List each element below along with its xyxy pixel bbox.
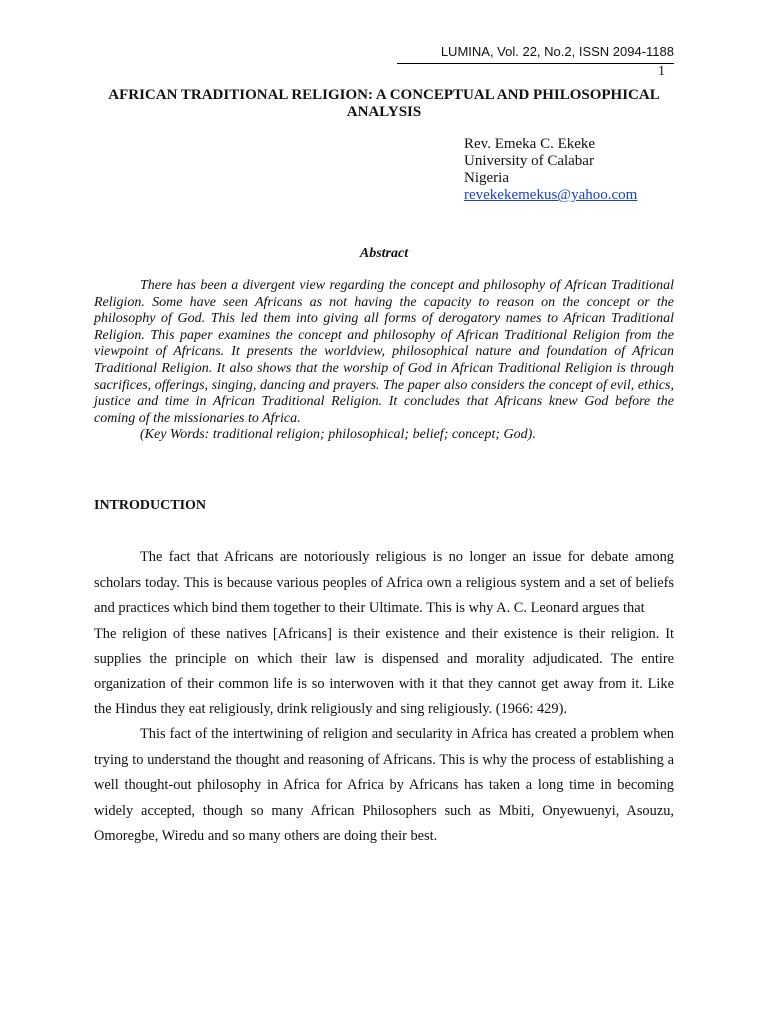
intro-paragraph: This fact of the intertwining of religion and secularity in Africa has created a problem when trying to understand the thought and reasoning of Africans. This is why the process of establishing a well thought-out philosophy in Africa for Africa by Africans has taken a long time in becoming widely accepted, though so many African Philosophers such as Mbiti, Onyewuenyi, Asouzu, Omoregbe, Wiredu and so many others are doing their best. [94,726,674,845]
introduction-heading: INTRODUCTION [94,498,207,513]
header-rule [397,63,674,64]
author-email-link[interactable]: revekekemekus@yahoo.com [464,187,638,203]
introduction-body [94,545,674,850]
paper-title: AFRICAN TRADITIONAL RELIGION: A CONCEPTUAL AND PHILOSOPHICAL ANALYSIS [108,87,660,120]
keywords: (Key Words: traditional religion; philosophical; belief; concept; God). [140,427,536,443]
author-block [464,136,637,204]
author-affiliation: University of Calabar [464,153,594,169]
block-quote: The religion of these natives [Africans] is their existence and their existence is their religion. It supplies the principle on which their law is dispensed and morality adjudicated. The entire organization of their common life is so interwoven with it that they cannot get away from it. Like the Hindus they eat religiously, drink religiously and sing religiously. (1966: 429). [94,625,674,718]
page-number: 1 [658,64,665,79]
journal-header: LUMINA, Vol. 22, No.2, ISSN 2094-1188 [440,44,674,59]
abstract-text: There has been a divergent view regarding the concept and philosophy of African Traditional Religion. Some have seen Africans as not having the capacity to reason on the concept or the philosophy of God. This led them into giving all forms of derogatory names to African Traditional Religion. This paper examines the concept and philosophy of African Traditional Religion from the viewpoint of Africans. It presents the worldview, philosophical nature and foundation of African Traditional Religion. It also shows that the worship of God in African Traditional Religion is through sacrifices, offerings, singing, dancing and prayers. The paper also considers the concept of evil, ethics, justice and time in African Traditional Religion. It concludes that Africans knew God before the coming of the missionaries to Africa. [94,278,674,426]
abstract [94,278,674,444]
author-name: Rev. Emeka C. Ekeke [464,136,596,152]
intro-paragraph: The fact that Africans are notoriously religious is no longer an issue for debate among scholars today. This is because various peoples of Africa own a religious system and a set of beliefs and practices which bind them together to their Ultimate. This is why A. C. Leonard argues that [94,549,674,616]
author-country: Nigeria [464,170,509,186]
abstract-heading: Abstract [359,246,409,261]
